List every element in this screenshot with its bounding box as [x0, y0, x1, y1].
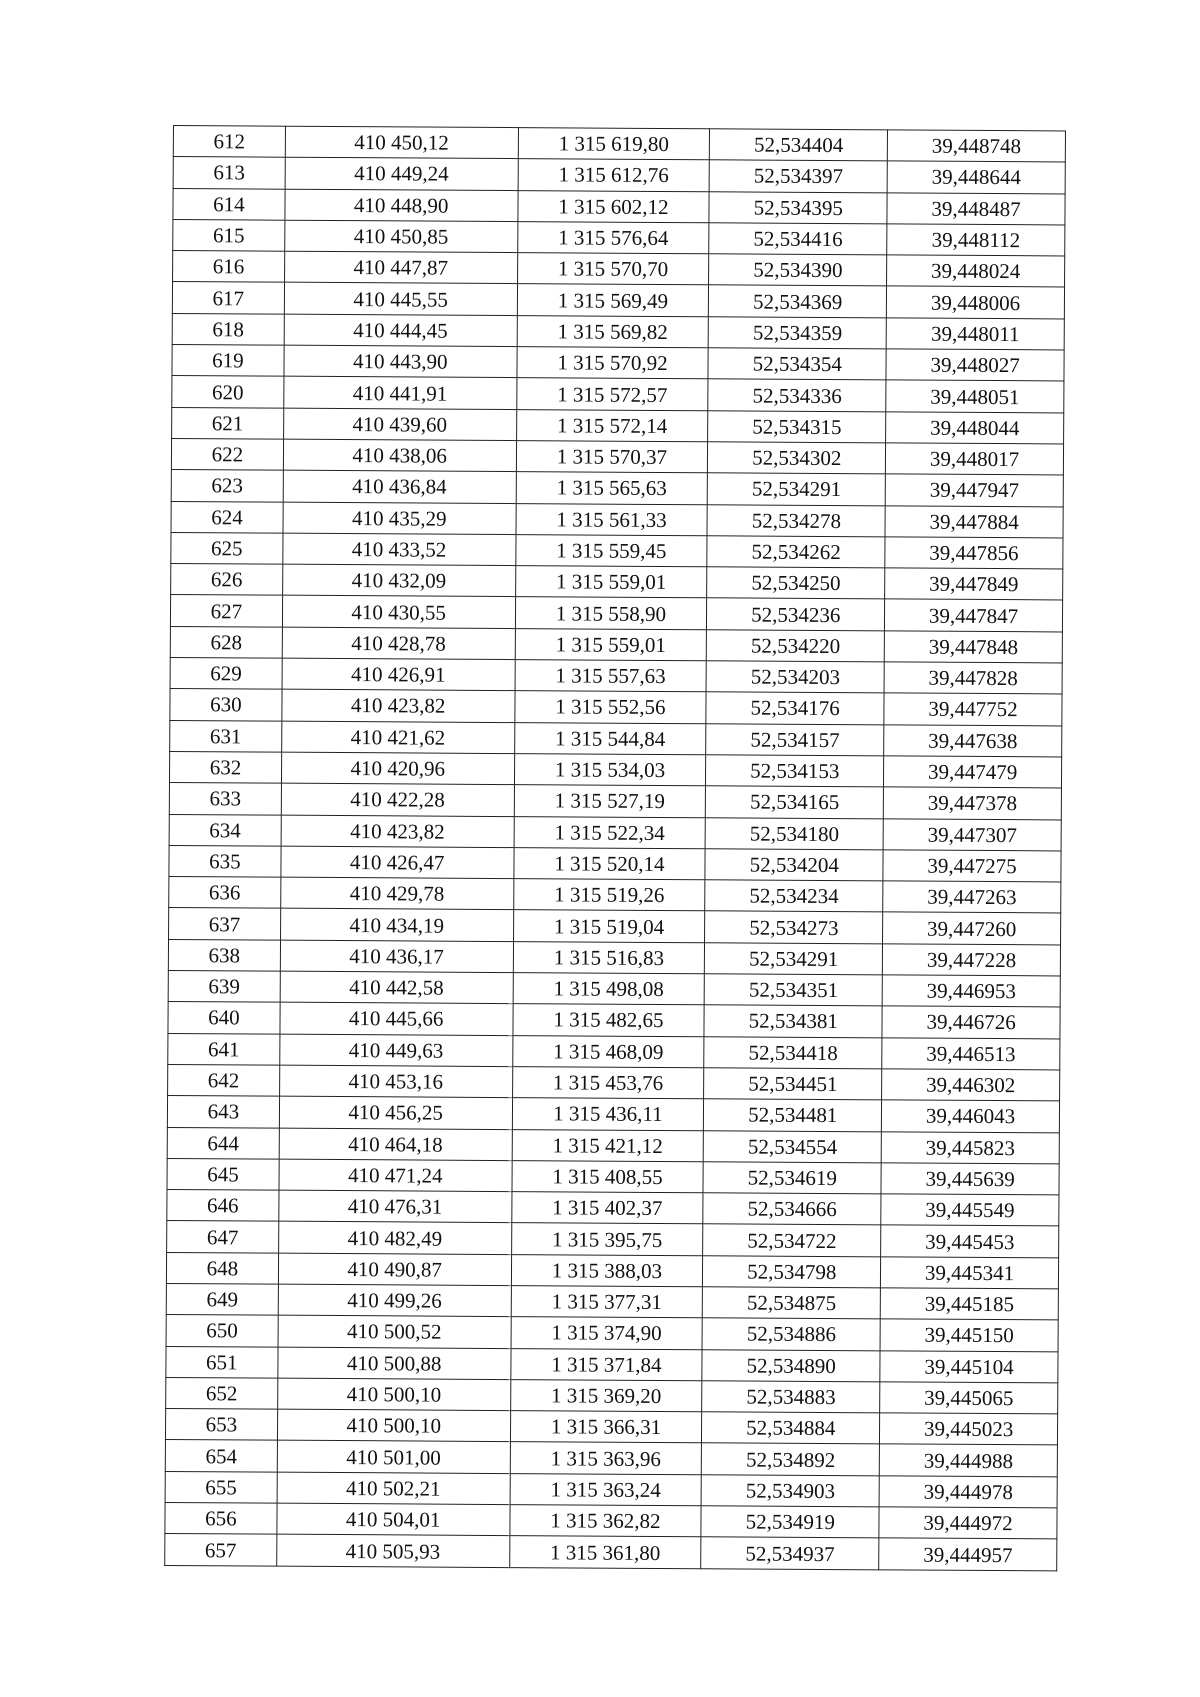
- latitude-cell: 52,534336: [708, 379, 886, 411]
- latitude-cell: 52,534369: [709, 285, 887, 317]
- y-coordinate-cell: 1 315 570,70: [517, 253, 709, 285]
- longitude-cell: 39,447378: [883, 787, 1061, 819]
- latitude-cell: 52,534395: [709, 191, 887, 223]
- y-coordinate-cell: 1 315 522,34: [514, 816, 706, 848]
- longitude-cell: 39,448487: [887, 192, 1065, 224]
- point-number-cell: 613: [173, 157, 285, 189]
- y-coordinate-cell: 1 315 569,49: [517, 284, 709, 316]
- longitude-cell: 39,445639: [881, 1163, 1059, 1195]
- latitude-cell: 52,534381: [704, 1005, 882, 1037]
- point-number-cell: 624: [171, 501, 283, 533]
- point-number-cell: 646: [167, 1190, 279, 1222]
- latitude-cell: 52,534359: [709, 317, 887, 349]
- point-number-cell: 615: [173, 219, 285, 251]
- longitude-cell: 39,448051: [886, 380, 1064, 412]
- point-number-cell: 623: [171, 470, 283, 502]
- point-number-cell: 645: [167, 1158, 279, 1190]
- y-coordinate-cell: 1 315 361,80: [509, 1536, 701, 1568]
- latitude-cell: 52,534619: [703, 1162, 881, 1194]
- x-coordinate-cell: 410 445,66: [280, 1002, 513, 1035]
- y-coordinate-cell: 1 315 363,24: [510, 1473, 702, 1505]
- x-coordinate-cell: 410 450,85: [285, 220, 518, 253]
- longitude-cell: 39,445104: [880, 1350, 1058, 1382]
- point-number-cell: 656: [165, 1503, 277, 1535]
- longitude-cell: 39,448748: [887, 130, 1065, 162]
- point-number-cell: 621: [172, 407, 284, 439]
- y-coordinate-cell: 1 315 558,90: [515, 597, 707, 629]
- x-coordinate-cell: 410 499,26: [278, 1284, 511, 1317]
- x-coordinate-cell: 410 426,47: [281, 846, 514, 879]
- longitude-cell: 39,447275: [883, 850, 1061, 882]
- point-number-cell: 635: [169, 845, 281, 877]
- longitude-cell: 39,447947: [885, 474, 1063, 506]
- latitude-cell: 52,534204: [705, 849, 883, 881]
- point-number-cell: 626: [171, 564, 283, 596]
- longitude-cell: 39,447479: [884, 756, 1062, 788]
- latitude-cell: 52,534165: [706, 786, 884, 818]
- latitude-cell: 52,534397: [709, 160, 887, 192]
- x-coordinate-cell: 410 432,09: [282, 564, 515, 597]
- x-coordinate-cell: 410 447,87: [284, 251, 517, 284]
- x-coordinate-cell: 410 436,17: [280, 940, 513, 973]
- y-coordinate-cell: 1 315 395,75: [511, 1223, 703, 1255]
- longitude-cell: 39,446953: [882, 975, 1060, 1007]
- longitude-cell: 39,445549: [881, 1194, 1059, 1226]
- x-coordinate-cell: 410 456,25: [279, 1096, 512, 1129]
- point-number-cell: 628: [170, 626, 282, 658]
- latitude-cell: 52,534481: [704, 1099, 882, 1131]
- x-coordinate-cell: 410 505,93: [277, 1535, 510, 1568]
- y-coordinate-cell: 1 315 565,63: [516, 472, 708, 504]
- y-coordinate-cell: 1 315 371,84: [510, 1348, 702, 1380]
- y-coordinate-cell: 1 315 572,14: [516, 409, 708, 441]
- y-coordinate-cell: 1 315 570,37: [516, 441, 708, 473]
- longitude-cell: 39,444972: [879, 1507, 1057, 1539]
- coordinates-table: [164, 125, 1066, 1571]
- x-coordinate-cell: 410 500,10: [277, 1378, 510, 1411]
- y-coordinate-cell: 1 315 362,82: [509, 1505, 701, 1537]
- latitude-cell: 52,534418: [704, 1036, 882, 1068]
- point-number-cell: 654: [165, 1440, 277, 1472]
- y-coordinate-cell: 1 315 552,56: [514, 691, 706, 723]
- longitude-cell: 39,444978: [879, 1476, 1057, 1508]
- point-number-cell: 634: [169, 814, 281, 846]
- latitude-cell: 52,534315: [708, 410, 886, 442]
- x-coordinate-cell: 410 476,31: [279, 1190, 512, 1223]
- x-coordinate-cell: 410 502,21: [277, 1472, 510, 1505]
- longitude-cell: 39,447828: [884, 662, 1062, 694]
- longitude-cell: 39,448006: [887, 286, 1065, 318]
- y-coordinate-cell: 1 315 534,03: [514, 754, 706, 786]
- y-coordinate-cell: 1 315 436,11: [512, 1098, 704, 1130]
- x-coordinate-cell: 410 453,16: [279, 1065, 512, 1098]
- y-coordinate-cell: 1 315 482,65: [512, 1004, 704, 1036]
- longitude-cell: 39,448011: [886, 318, 1064, 350]
- point-number-cell: 641: [168, 1033, 280, 1065]
- latitude-cell: 52,534883: [702, 1381, 880, 1413]
- y-coordinate-cell: 1 315 468,09: [512, 1035, 704, 1067]
- y-coordinate-cell: 1 315 559,45: [515, 534, 707, 566]
- point-number-cell: 616: [173, 251, 285, 283]
- x-coordinate-cell: 410 423,82: [282, 690, 515, 723]
- longitude-cell: 39,447638: [884, 724, 1062, 756]
- longitude-cell: 39,448112: [887, 224, 1065, 256]
- latitude-cell: 52,534666: [703, 1193, 881, 1225]
- latitude-cell: 52,534903: [701, 1475, 879, 1507]
- y-coordinate-cell: 1 315 519,04: [513, 910, 705, 942]
- y-coordinate-cell: 1 315 619,80: [518, 128, 710, 160]
- longitude-cell: 39,448644: [887, 161, 1065, 193]
- point-number-cell: 652: [166, 1377, 278, 1409]
- latitude-cell: 52,534416: [709, 223, 887, 255]
- longitude-cell: 39,447849: [885, 568, 1063, 600]
- point-number-cell: 622: [171, 438, 283, 470]
- longitude-cell: 39,447752: [884, 693, 1062, 725]
- y-coordinate-cell: 1 315 366,31: [510, 1411, 702, 1443]
- x-coordinate-cell: 410 444,45: [284, 314, 517, 347]
- longitude-cell: 39,446302: [882, 1069, 1060, 1101]
- x-coordinate-cell: 410 471,24: [279, 1159, 512, 1192]
- latitude-cell: 52,534250: [707, 567, 885, 599]
- point-number-cell: 631: [170, 720, 282, 752]
- longitude-cell: 39,448027: [886, 349, 1064, 381]
- x-coordinate-cell: 410 442,58: [280, 971, 513, 1004]
- x-coordinate-cell: 410 422,28: [281, 783, 514, 816]
- x-coordinate-cell: 410 421,62: [281, 721, 514, 754]
- point-number-cell: 643: [167, 1096, 279, 1128]
- y-coordinate-cell: 1 315 570,92: [516, 347, 708, 379]
- latitude-cell: 52,534234: [705, 880, 883, 912]
- y-coordinate-cell: 1 315 602,12: [517, 190, 709, 222]
- x-coordinate-cell: 410 435,29: [283, 502, 516, 535]
- latitude-cell: 52,534886: [702, 1318, 880, 1350]
- latitude-cell: 52,534890: [702, 1349, 880, 1381]
- x-coordinate-cell: 410 449,63: [280, 1034, 513, 1067]
- longitude-cell: 39,444957: [879, 1538, 1057, 1570]
- longitude-cell: 39,445150: [880, 1319, 1058, 1351]
- coordinates-table-body: [165, 126, 1066, 1571]
- latitude-cell: 52,534354: [708, 348, 886, 380]
- x-coordinate-cell: 410 450,12: [285, 126, 518, 159]
- latitude-cell: 52,534203: [706, 661, 884, 693]
- y-coordinate-cell: 1 315 527,19: [514, 785, 706, 817]
- longitude-cell: 39,445341: [881, 1257, 1059, 1289]
- latitude-cell: 52,534278: [707, 504, 885, 536]
- latitude-cell: 52,534220: [707, 630, 885, 662]
- y-coordinate-cell: 1 315 544,84: [514, 722, 706, 754]
- longitude-cell: 39,445023: [880, 1413, 1058, 1445]
- y-coordinate-cell: 1 315 572,57: [516, 378, 708, 410]
- point-number-cell: 618: [172, 313, 284, 345]
- longitude-cell: 39,448017: [886, 443, 1064, 475]
- x-coordinate-cell: 410 464,18: [279, 1128, 512, 1161]
- x-coordinate-cell: 410 500,52: [278, 1315, 511, 1348]
- longitude-cell: 39,445823: [881, 1131, 1059, 1163]
- longitude-cell: 39,446043: [882, 1100, 1060, 1132]
- latitude-cell: 52,534153: [706, 755, 884, 787]
- x-coordinate-cell: 410 441,91: [284, 377, 517, 410]
- y-coordinate-cell: 1 315 388,03: [511, 1254, 703, 1286]
- y-coordinate-cell: 1 315 569,82: [517, 315, 709, 347]
- latitude-cell: 52,534291: [708, 473, 886, 505]
- x-coordinate-cell: 410 500,10: [277, 1409, 510, 1442]
- longitude-cell: 39,445453: [881, 1225, 1059, 1257]
- x-coordinate-cell: 410 504,01: [277, 1503, 510, 1536]
- longitude-cell: 39,445065: [880, 1382, 1058, 1414]
- latitude-cell: 52,534554: [704, 1130, 882, 1162]
- x-coordinate-cell: 410 490,87: [278, 1253, 511, 1286]
- longitude-cell: 39,447228: [882, 944, 1060, 976]
- latitude-cell: 52,534884: [702, 1412, 880, 1444]
- point-number-cell: 657: [165, 1534, 277, 1566]
- latitude-cell: 52,534722: [703, 1224, 881, 1256]
- x-coordinate-cell: 410 420,96: [281, 752, 514, 785]
- point-number-cell: 653: [165, 1409, 277, 1441]
- point-number-cell: 650: [166, 1315, 278, 1347]
- longitude-cell: 39,447884: [885, 505, 1063, 537]
- point-number-cell: 633: [169, 783, 281, 815]
- point-number-cell: 629: [170, 658, 282, 690]
- x-coordinate-cell: 410 430,55: [282, 596, 515, 629]
- x-coordinate-cell: 410 501,00: [277, 1441, 510, 1474]
- point-number-cell: 617: [172, 282, 284, 314]
- point-number-cell: 612: [173, 126, 285, 158]
- longitude-cell: 39,446513: [882, 1037, 1060, 1069]
- longitude-cell: 39,448044: [886, 412, 1064, 444]
- latitude-cell: 52,534291: [705, 942, 883, 974]
- y-coordinate-cell: 1 315 369,20: [510, 1379, 702, 1411]
- longitude-cell: 39,445185: [880, 1288, 1058, 1320]
- point-number-cell: 655: [165, 1471, 277, 1503]
- point-number-cell: 632: [169, 751, 281, 783]
- point-number-cell: 651: [166, 1346, 278, 1378]
- point-number-cell: 649: [166, 1283, 278, 1315]
- longitude-cell: 39,444988: [879, 1444, 1057, 1476]
- point-number-cell: 639: [168, 971, 280, 1003]
- x-coordinate-cell: 410 428,78: [282, 627, 515, 660]
- point-number-cell: 647: [167, 1221, 279, 1253]
- table-row: [165, 1534, 1057, 1571]
- longitude-cell: 39,447847: [885, 599, 1063, 631]
- y-coordinate-cell: 1 315 520,14: [513, 847, 705, 879]
- y-coordinate-cell: 1 315 557,63: [515, 660, 707, 692]
- latitude-cell: 52,534875: [703, 1287, 881, 1319]
- latitude-cell: 52,534451: [704, 1068, 882, 1100]
- point-number-cell: 638: [168, 939, 280, 971]
- y-coordinate-cell: 1 315 377,31: [511, 1286, 703, 1318]
- x-coordinate-cell: 410 445,55: [284, 283, 517, 316]
- point-number-cell: 640: [168, 1002, 280, 1034]
- y-coordinate-cell: 1 315 453,76: [512, 1066, 704, 1098]
- point-number-cell: 644: [167, 1127, 279, 1159]
- x-coordinate-cell: 410 439,60: [283, 408, 516, 441]
- x-coordinate-cell: 410 436,84: [283, 470, 516, 503]
- latitude-cell: 52,534302: [708, 442, 886, 474]
- latitude-cell: 52,534236: [707, 598, 885, 630]
- point-number-cell: 619: [172, 345, 284, 377]
- latitude-cell: 52,534176: [706, 692, 884, 724]
- longitude-cell: 39,448024: [887, 255, 1065, 287]
- x-coordinate-cell: 410 482,49: [278, 1222, 511, 1255]
- latitude-cell: 52,534892: [702, 1443, 880, 1475]
- x-coordinate-cell: 410 438,06: [283, 439, 516, 472]
- y-coordinate-cell: 1 315 421,12: [512, 1129, 704, 1161]
- latitude-cell: 52,534180: [705, 817, 883, 849]
- point-number-cell: 620: [172, 376, 284, 408]
- latitude-cell: 52,534157: [706, 723, 884, 755]
- latitude-cell: 52,534937: [701, 1537, 879, 1569]
- point-number-cell: 627: [170, 595, 282, 627]
- point-number-cell: 614: [173, 188, 285, 220]
- x-coordinate-cell: 410 434,19: [280, 909, 513, 942]
- point-number-cell: 642: [168, 1064, 280, 1096]
- y-coordinate-cell: 1 315 519,26: [513, 879, 705, 911]
- point-number-cell: 630: [170, 689, 282, 721]
- longitude-cell: 39,447856: [885, 537, 1063, 569]
- longitude-cell: 39,447848: [884, 631, 1062, 663]
- x-coordinate-cell: 410 433,52: [283, 533, 516, 566]
- latitude-cell: 52,534262: [707, 536, 885, 568]
- latitude-cell: 52,534351: [704, 974, 882, 1006]
- x-coordinate-cell: 410 426,91: [282, 658, 515, 691]
- y-coordinate-cell: 1 315 498,08: [513, 973, 705, 1005]
- point-number-cell: 648: [166, 1252, 278, 1284]
- x-coordinate-cell: 410 443,90: [284, 345, 517, 378]
- y-coordinate-cell: 1 315 374,90: [511, 1317, 703, 1349]
- point-number-cell: 636: [169, 877, 281, 909]
- point-number-cell: 637: [169, 908, 281, 940]
- y-coordinate-cell: 1 315 561,33: [516, 503, 708, 535]
- y-coordinate-cell: 1 315 516,83: [513, 941, 705, 973]
- latitude-cell: 52,534404: [710, 129, 888, 161]
- longitude-cell: 39,446726: [882, 1006, 1060, 1038]
- y-coordinate-cell: 1 315 612,76: [518, 159, 710, 191]
- longitude-cell: 39,447260: [883, 912, 1061, 944]
- longitude-cell: 39,447307: [883, 818, 1061, 850]
- x-coordinate-cell: 410 423,82: [281, 815, 514, 848]
- x-coordinate-cell: 410 500,88: [278, 1347, 511, 1380]
- latitude-cell: 52,534919: [701, 1506, 879, 1538]
- x-coordinate-cell: 410 449,24: [285, 157, 518, 190]
- longitude-cell: 39,447263: [883, 881, 1061, 913]
- y-coordinate-cell: 1 315 402,37: [511, 1192, 703, 1224]
- point-number-cell: 625: [171, 532, 283, 564]
- latitude-cell: 52,534273: [705, 911, 883, 943]
- y-coordinate-cell: 1 315 363,96: [510, 1442, 702, 1474]
- x-coordinate-cell: 410 448,90: [285, 189, 518, 222]
- y-coordinate-cell: 1 315 576,64: [517, 221, 709, 253]
- latitude-cell: 52,534390: [709, 254, 887, 286]
- y-coordinate-cell: 1 315 559,01: [515, 628, 707, 660]
- y-coordinate-cell: 1 315 408,55: [512, 1160, 704, 1192]
- x-coordinate-cell: 410 429,78: [281, 877, 514, 910]
- latitude-cell: 52,534798: [703, 1255, 881, 1287]
- y-coordinate-cell: 1 315 559,01: [515, 566, 707, 598]
